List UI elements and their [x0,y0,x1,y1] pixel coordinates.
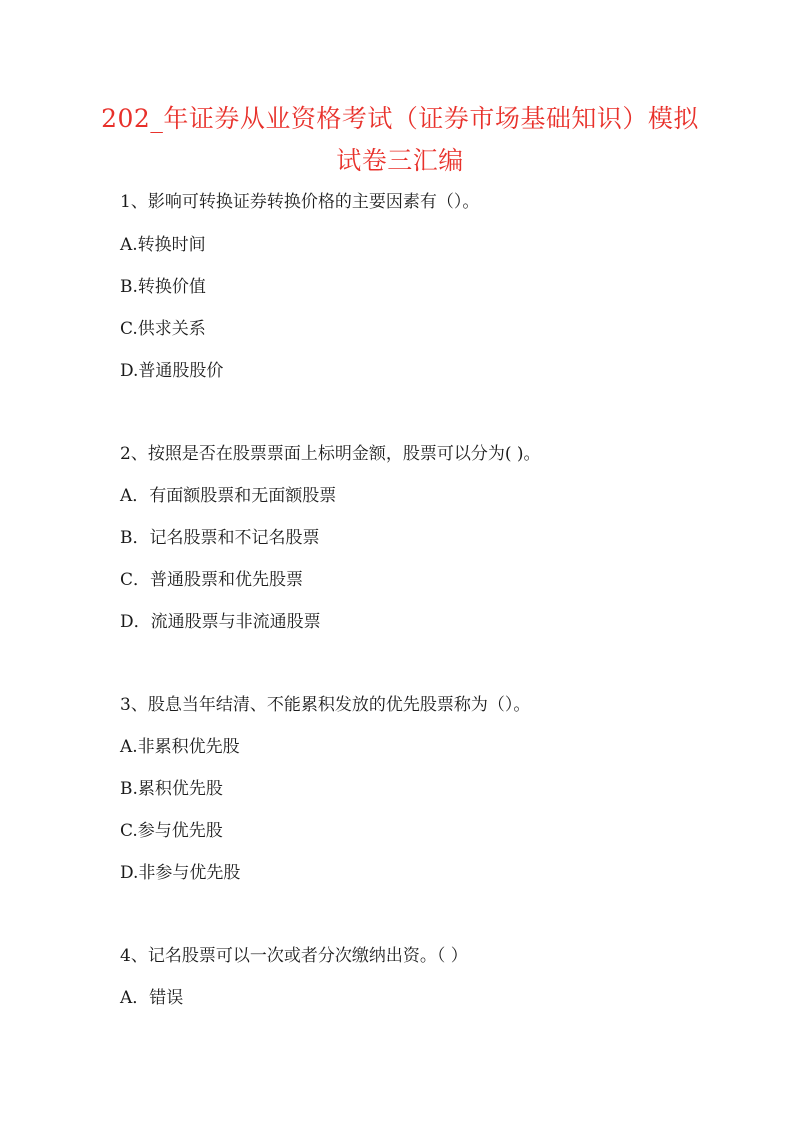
document-title-line-2: 试卷三汇编 [336,146,464,175]
question-3-option-d: D.非参与优先股 [120,863,241,883]
question-4-stem: 4、记名股票可以一次或者分次缴纳出资。（ ） [120,946,468,966]
question-2-option-c: C．普通股票和优先股票 [120,570,304,590]
question-3-option-a: A.非累积优先股 [120,737,240,757]
question-4-option-a: A．错误 [120,988,184,1008]
question-1-stem: 1、影响可转换证券转换价格的主要因素有（）。 [120,192,480,212]
question-1-option-a: A.转换时间 [120,235,206,255]
question-3-option-c: C.参与优先股 [120,821,223,841]
question-3-option-b: B.累积优先股 [120,779,223,799]
question-1-option-c: C.供求关系 [120,319,206,339]
question-2-option-b: B．记名股票和不记名股票 [120,528,320,548]
question-1-option-d: D.普通股股价 [120,361,224,381]
question-2-option-d: D．流通股票与非流通股票 [120,612,321,632]
question-2-option-a: A．有面额股票和无面额股票 [120,486,337,506]
question-2-stem: 2、按照是否在股票票面上标明金额，股票可以分为( )。 [120,444,541,464]
question-3-stem: 3、股息当年结清、不能累积发放的优先股票称为（）。 [120,695,531,715]
document-title-line-1: 202_年证券从业资格考试（证券市场基础知识）模拟 [101,104,699,133]
question-1-option-b: B.转换价值 [120,277,206,297]
